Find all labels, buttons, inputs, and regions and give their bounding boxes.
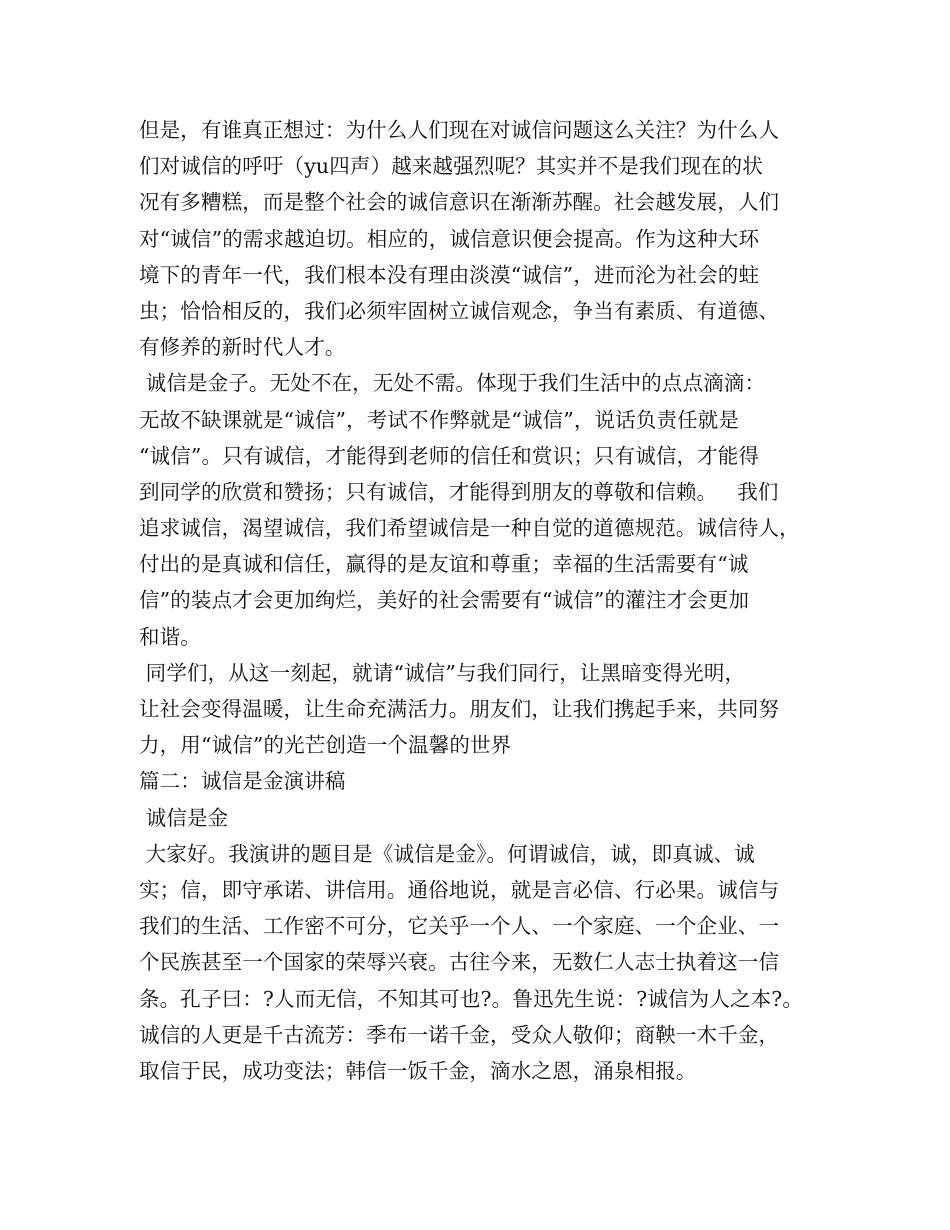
text-line: 信”的装点才会更加绚烂，美好的社会需要有“诚信”的灌注才会更加 [139,588,750,613]
text-line: 让社会变得温暖，让生命充满活力。朋友们，让我们携起手来，共同努 [139,697,780,721]
text-line: 同学们，从这一刻起，就请“诚信”与我们同行，让黑暗变得光明， [139,660,746,685]
text-line: 大家好。我演讲的题目是《诚信是金》。何谓诚信，诚，即真诚、诚 [139,841,755,866]
text-line: “诚信”。只有诚信，才能得到老师的信任和赏识；只有诚信，才能得 [139,443,760,468]
text-line: 诚信是金子。无处不在，无处不需。体现于我们生活中的点点滴滴： [139,371,766,396]
text-line: 付出的是真诚和信任，赢得的是友谊和尊重；幸福的生活需要有“诚 [139,552,749,577]
document-page [139,112,829,1089]
text-line: 况有多糟糕，而是整个社会的诚信意识在渐渐苏醒。社会越发展，人们 [139,190,780,215]
text-line: 追求诚信，渴望诚信，我们希望诚信是一种自觉的道德规范。诚信待人， [139,516,800,541]
text-line: 力，用“诚信”的光芒创造一个温馨的世界 [139,733,512,758]
text-line: 取信于民，成功变法；韩信一饭千金，滴水之恩，涌泉相报。 [139,1058,697,1083]
text-line: 但是，有谁真正想过：为什么人们现在对诚信问题这么关注？为什么人 [139,118,780,142]
text-line: 虫；恰恰相反的，我们必须牢固树立诚信观念，争当有素质、有道德、 [139,298,780,323]
text-line: 条。孔子曰：?人而无信，不知其可也?。鲁迅先生说：?诚信为人之本?。 [139,986,804,1011]
text-line: 无故不缺课就是“诚信”，考试不作弊就是“诚信”，说话负责任就是 [139,407,740,432]
text-line: 和谐。 [139,624,201,649]
text-line: 到同学的欣赏和赞扬；只有诚信，才能得到朋友的尊敬和信赖。 我们 [139,479,779,504]
text-line: 有修养的新时代人才。 [139,335,346,360]
text-line: 实；信，即守承诺、讲信用。通俗地说，就是言必信、行必果。诚信与 [139,877,780,902]
text-line: 们对诚信的呼吁（yu四声）越来越强烈呢？其实并不是我们现在的状 [139,154,763,179]
text-line: 诚信的人更是千古流芳：季布一诺千金，受众人敬仰；商鞅一木千金， [139,1022,780,1047]
speech-title: 诚信是金 [139,805,229,830]
text-line: 对“诚信”的需求越迫切。相应的，诚信意识便会提高。作为这种大环 [139,226,760,251]
text-line: 个民族甚至一个国家的荣辱兴衰。古往今来，无数仁人志士执着这一信 [139,950,780,975]
section-heading: 篇二：诚信是金演讲稿 [139,769,346,794]
text-line: 境下的青年一代，我们根本没有理由淡漠“诚信”，进而沦为社会的蛀 [139,262,760,287]
text-line: 我们的生活、工作密不可分，它关乎一个人、一个家庭、一个企业、一 [139,914,780,939]
